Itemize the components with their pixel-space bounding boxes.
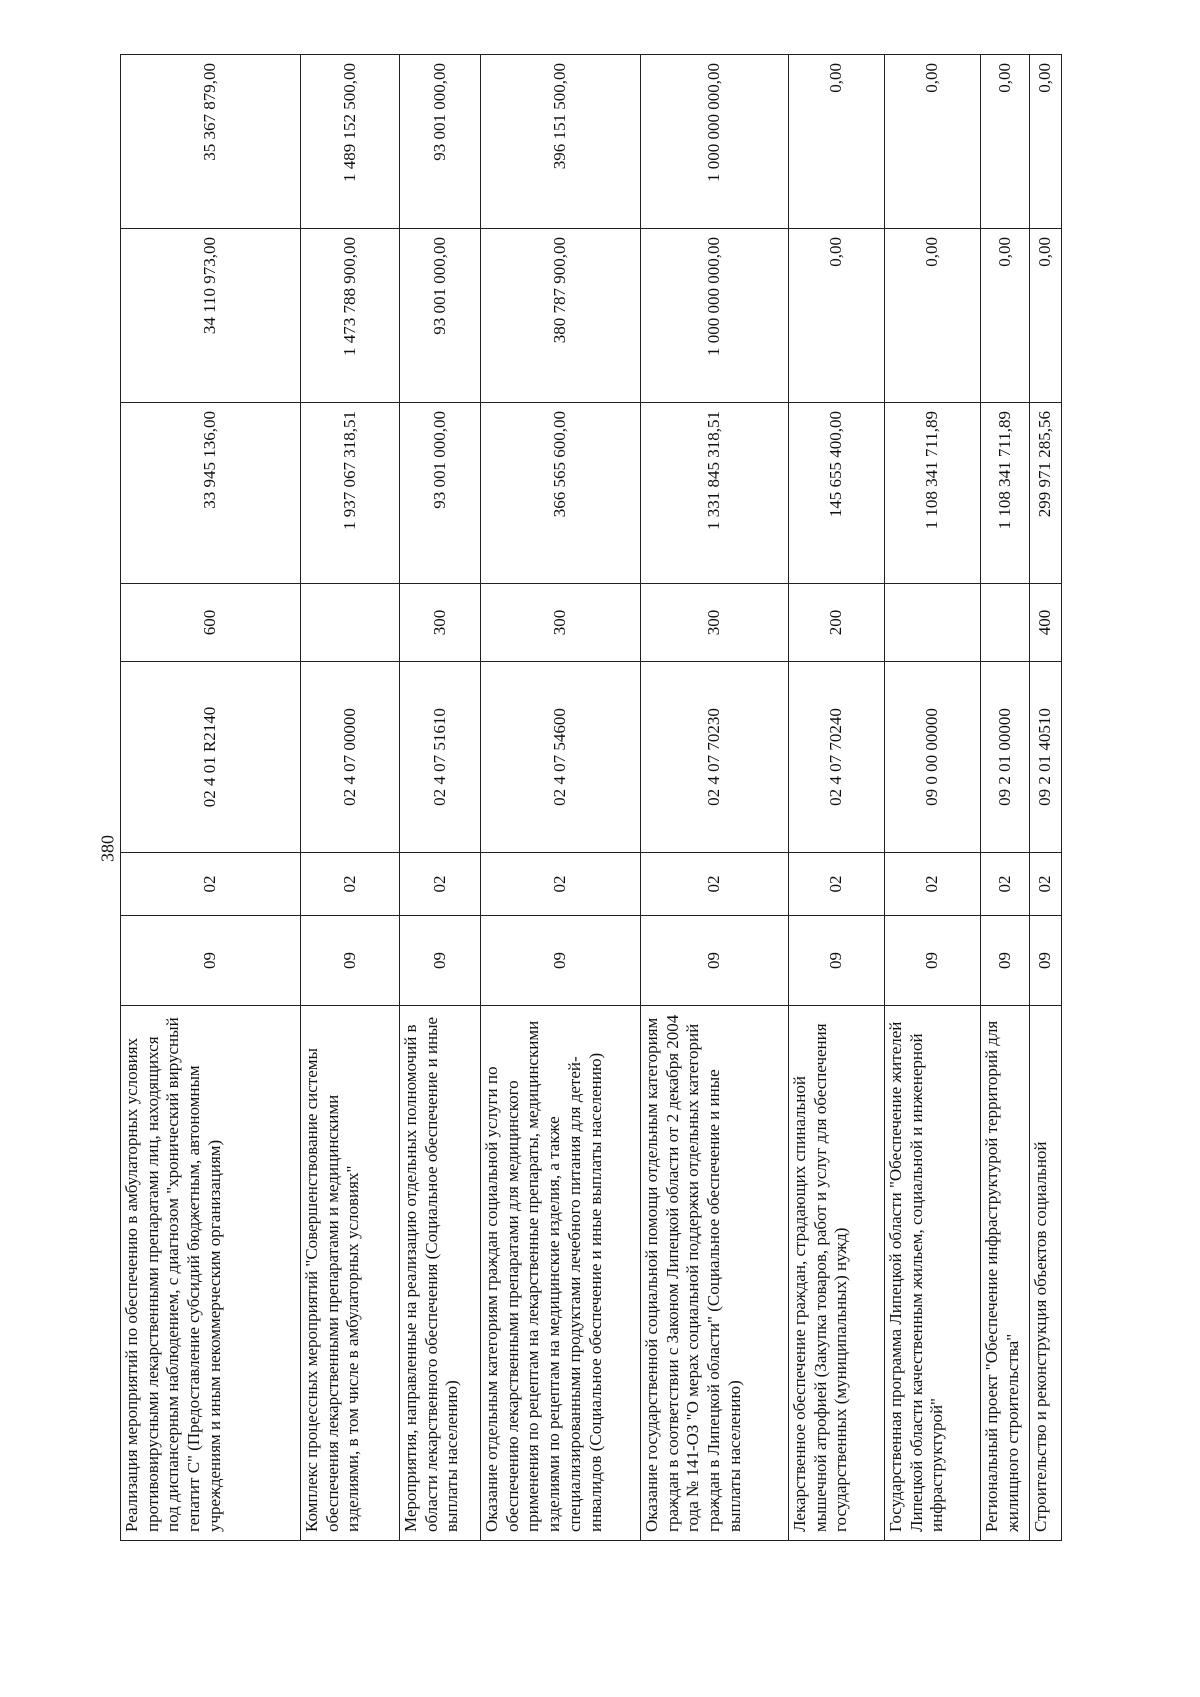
- table-row: [789, 55, 885, 1541]
- cell-s1: 1 937 067 318,51: [301, 403, 400, 584]
- table-row: [641, 55, 789, 1541]
- cell-s1: 93 001 000,00: [400, 403, 481, 584]
- cell-desc: Оказание отдельным категориям граждан социальной услуги по обеспечению лекарственными препаратами для медицинского применения по рецептам на лекарственные препараты, медицинскими изделиями по рецептам на медицинские изделия, а также специализированными продуктами лечебного питания для детей-инвалидов (Социальное обеспечение и иные выплаты населению): [481, 1006, 641, 1541]
- cell-csr: 09 2 01 40510: [1030, 662, 1062, 853]
- page-number: 380: [97, 835, 118, 862]
- cell-s3: 93 001 000,00: [400, 55, 481, 229]
- cell-s1: 1 108 341 711,89: [885, 403, 981, 584]
- cell-s3: 1 000 000 000,00: [641, 55, 789, 229]
- cell-csr: 02 4 07 54600: [481, 662, 641, 853]
- cell-vr: 400: [1030, 584, 1062, 662]
- cell-rz: 02: [481, 853, 641, 916]
- table-row: [481, 55, 641, 1541]
- cell-s2: 1 473 788 900,00: [301, 229, 400, 403]
- cell-rz: 02: [400, 853, 481, 916]
- cell-vr: 300: [481, 584, 641, 662]
- cell-rz: 02: [789, 853, 885, 916]
- cell-ved: 09: [789, 916, 885, 1006]
- cell-s2: 0,00: [981, 229, 1030, 403]
- cell-ved: 09: [301, 916, 400, 1006]
- cell-desc: Мероприятия, направленные на реализацию отдельных полномочий в области лекарственного обеспечения (Социальное обеспечение и иные выплаты населению): [400, 1006, 481, 1541]
- cell-ved: 09: [400, 916, 481, 1006]
- cell-s2: 380 787 900,00: [481, 229, 641, 403]
- rotated-table-container: [120, 55, 1061, 1541]
- cell-s2: 0,00: [1030, 229, 1062, 403]
- cell-vr: [981, 584, 1030, 662]
- cell-vr: [301, 584, 400, 662]
- cell-s1: 1 331 845 318,51: [641, 403, 789, 584]
- cell-rz: 02: [641, 853, 789, 916]
- cell-s3: 0,00: [1030, 55, 1062, 229]
- cell-s2: 0,00: [885, 229, 981, 403]
- cell-ved: 09: [481, 916, 641, 1006]
- cell-s1: 1 108 341 711,89: [981, 403, 1030, 584]
- table-row: [981, 55, 1030, 1541]
- cell-ved: 09: [1030, 916, 1062, 1006]
- table-row: [1030, 55, 1062, 1541]
- cell-desc: Региональный проект "Обеспечение инфраструктурой территорий для жилищного строительства": [981, 1006, 1030, 1541]
- cell-rz: 02: [981, 853, 1030, 916]
- table-row: [400, 55, 481, 1541]
- cell-vr: 300: [400, 584, 481, 662]
- cell-s3: 396 151 500,00: [481, 55, 641, 229]
- cell-csr: 02 4 07 70240: [789, 662, 885, 853]
- cell-csr: 02 4 01 R2140: [121, 662, 301, 853]
- cell-rz: 02: [301, 853, 400, 916]
- cell-ved: 09: [641, 916, 789, 1006]
- cell-s3: 0,00: [981, 55, 1030, 229]
- cell-rz: 02: [121, 853, 301, 916]
- cell-ved: 09: [885, 916, 981, 1006]
- cell-s3: 35 367 879,00: [121, 55, 301, 229]
- cell-desc: Государственная программа Липецкой области "Обеспечение жителей Липецкой области качественным жильем, социальной и инженерной инфраструктурой": [885, 1006, 981, 1541]
- cell-s3: 0,00: [885, 55, 981, 229]
- cell-desc: Оказание государственной социальной помощи отдельным категориям граждан в соответствии с Законом Липецкой области от 2 декабря 2004 года № 141-ОЗ "О мерах социальной поддержки отдельных категорий граждан в Липецкой области" (Социальное обеспечение и иные выплаты населению): [641, 1006, 789, 1541]
- cell-ved: 09: [121, 916, 301, 1006]
- cell-csr: 02 4 07 00000: [301, 662, 400, 853]
- cell-vr: [885, 584, 981, 662]
- cell-vr: 300: [641, 584, 789, 662]
- cell-s1: 145 655 400,00: [789, 403, 885, 584]
- cell-s2: 34 110 973,00: [121, 229, 301, 403]
- table-row: [301, 55, 400, 1541]
- cell-rz: 02: [1030, 853, 1062, 916]
- cell-s3: 1 489 152 500,00: [301, 55, 400, 229]
- cell-csr: 02 4 07 70230: [641, 662, 789, 853]
- cell-s1: 366 565 600,00: [481, 403, 641, 584]
- budget-table: [120, 54, 1062, 1541]
- table-row: [121, 55, 301, 1541]
- cell-desc: Комплекс процессных мероприятий "Совершенствование системы обеспечения лекарственными препаратами и медицинскими изделиями, в том числе в амбулаторных условиях": [301, 1006, 400, 1541]
- cell-desc: Реализация мероприятий по обеспечению в амбулаторных условиях противовирусными лекарственными препаратами лиц, находящихся под диспансерным наблюдением, с диагнозом "хронический вирусный гепатит С" (Предоставление субсидий бюджетным, автономным учреждениям и иным некоммерческим организациям): [121, 1006, 301, 1541]
- cell-csr: 09 2 01 00000: [981, 662, 1030, 853]
- cell-desc: Лекарственное обеспечение граждан, страдающих спинальной мышечной атрофией (Закупка товаров, работ и услуг для обеспечения государственных (муниципальных) нужд): [789, 1006, 885, 1541]
- cell-s2: 0,00: [789, 229, 885, 403]
- cell-csr: 02 4 07 51610: [400, 662, 481, 853]
- cell-csr: 09 0 00 00000: [885, 662, 981, 853]
- cell-s1: 33 945 136,00: [121, 403, 301, 584]
- cell-s2: 93 001 000,00: [400, 229, 481, 403]
- cell-s1: 299 971 285,56: [1030, 403, 1062, 584]
- cell-vr: 600: [121, 584, 301, 662]
- cell-s2: 1 000 000 000,00: [641, 229, 789, 403]
- cell-desc: Строительство и реконструкция объектов социальной: [1030, 1006, 1062, 1541]
- cell-ved: 09: [981, 916, 1030, 1006]
- table-row: [885, 55, 981, 1541]
- cell-vr: 200: [789, 584, 885, 662]
- cell-rz: 02: [885, 853, 981, 916]
- cell-s3: 0,00: [789, 55, 885, 229]
